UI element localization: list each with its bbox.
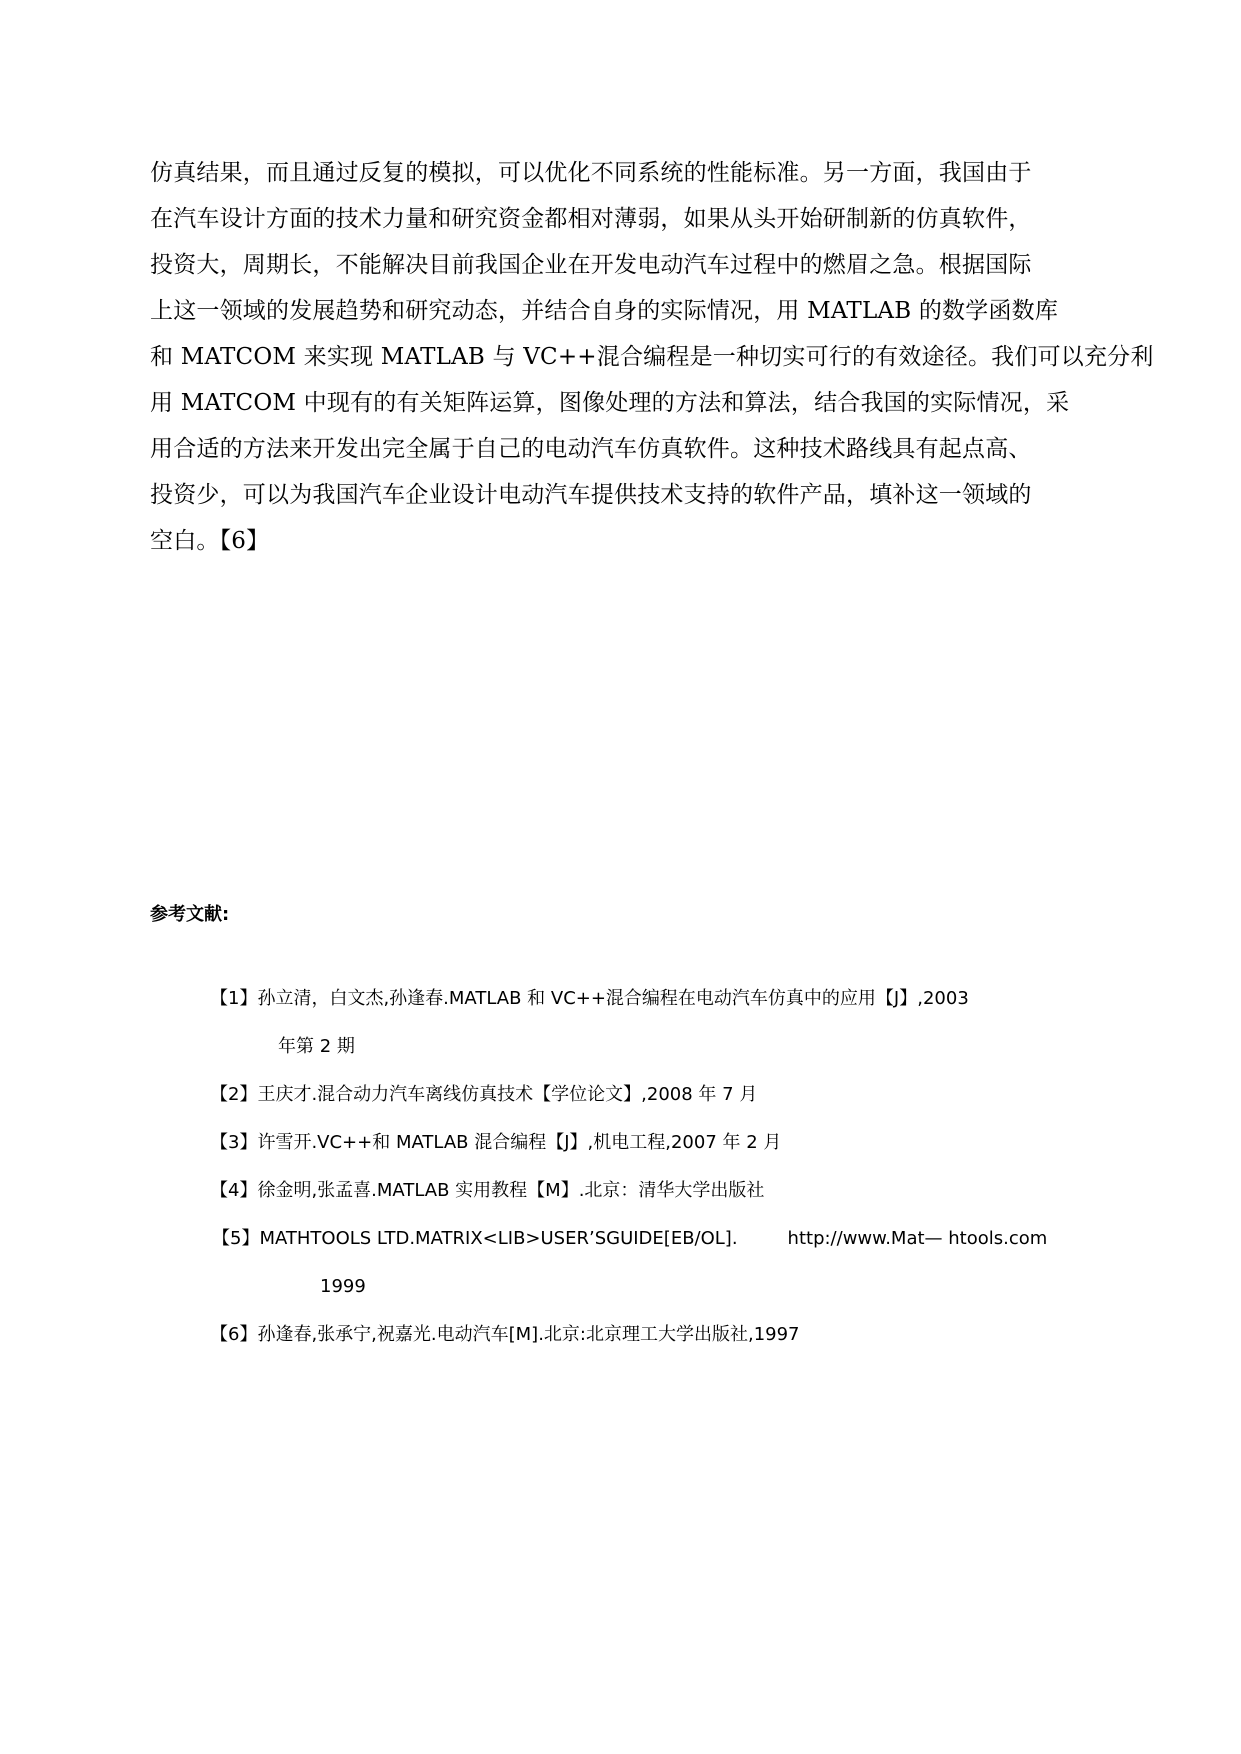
body-line: 空白。【6】 [150, 528, 270, 554]
reference-item [0, 975, 1241, 1071]
body-line: 在汽车设计方面的技术力量和研究资金都相对薄弱，如果从头开始研制新的仿真软件， [150, 206, 1032, 232]
reference-text-continued: 1999 [320, 1276, 366, 1297]
body-line: 和 MATCOM 来实现 MATLAB 与 VC++混合编程是一种切实可行的有效途径。我们可以充分利 [150, 344, 1154, 370]
reference-text: 【4】徐金明,张孟喜.MATLAB 实用教程【M】.北京：清华大学出版社 [210, 1180, 765, 1201]
references-heading: 参考文献: [150, 904, 230, 925]
body-line: 投资少，可以为我国汽车企业设计电动汽车提供技术支持的软件产品，填补这一领域的 [150, 482, 1032, 508]
reference-item [0, 1167, 1241, 1215]
reference-text: 【6】孙逢春,张承宁,祝嘉光.电动汽车[M].北京:北京理工大学出版社,1997 [210, 1324, 800, 1345]
reference-text-continued: 年第 2 期 [278, 1036, 355, 1057]
body-line: 用 MATCOM 中现有的有关矩阵运算，图像处理的方法和算法，结合我国的实际情况，采 [150, 390, 1070, 416]
reference-url: http://www.Mat— htools.com [787, 1228, 1048, 1249]
body-line: 仿真结果，而且通过反复的模拟，可以优化不同系统的性能标准。另一方面，我国由于 [150, 160, 1032, 186]
body-paragraph [150, 150, 1154, 564]
reference-text: 【5】MATHTOOLS LTD.MATRIX<LIB>USER’SGUIDE[EB/OL]. [212, 1228, 738, 1249]
reference-item [0, 1215, 1241, 1311]
body-line: 投资大，周期长，不能解决目前我国企业在开发电动汽车过程中的燃眉之急。根据国际 [150, 252, 1032, 278]
reference-text: 【2】王庆才.混合动力汽车离线仿真技术【学位论文】,2008 年 7 月 [210, 1084, 758, 1105]
reference-text: 【1】孙立清，白文杰,孙逢春.MATLAB 和 VC++混合编程在电动汽车仿真中的应用【J】,2003 [210, 988, 969, 1009]
reference-item [0, 1311, 1241, 1359]
reference-text-row [212, 1215, 1241, 1263]
body-line: 上这一领域的发展趋势和研究动态，并结合自身的实际情况，用 MATLAB 的数学函数库 [150, 298, 1059, 324]
reference-list [0, 975, 1241, 1359]
reference-item [0, 1071, 1241, 1119]
body-line: 用合适的方法来开发出完全属于自己的电动汽车仿真软件。这种技术路线具有起点高、 [150, 436, 1032, 462]
reference-text: 【3】许雪开.VC++和 MATLAB 混合编程【J】,机电工程,2007 年 2 月 [210, 1132, 782, 1153]
reference-item [0, 1119, 1241, 1167]
